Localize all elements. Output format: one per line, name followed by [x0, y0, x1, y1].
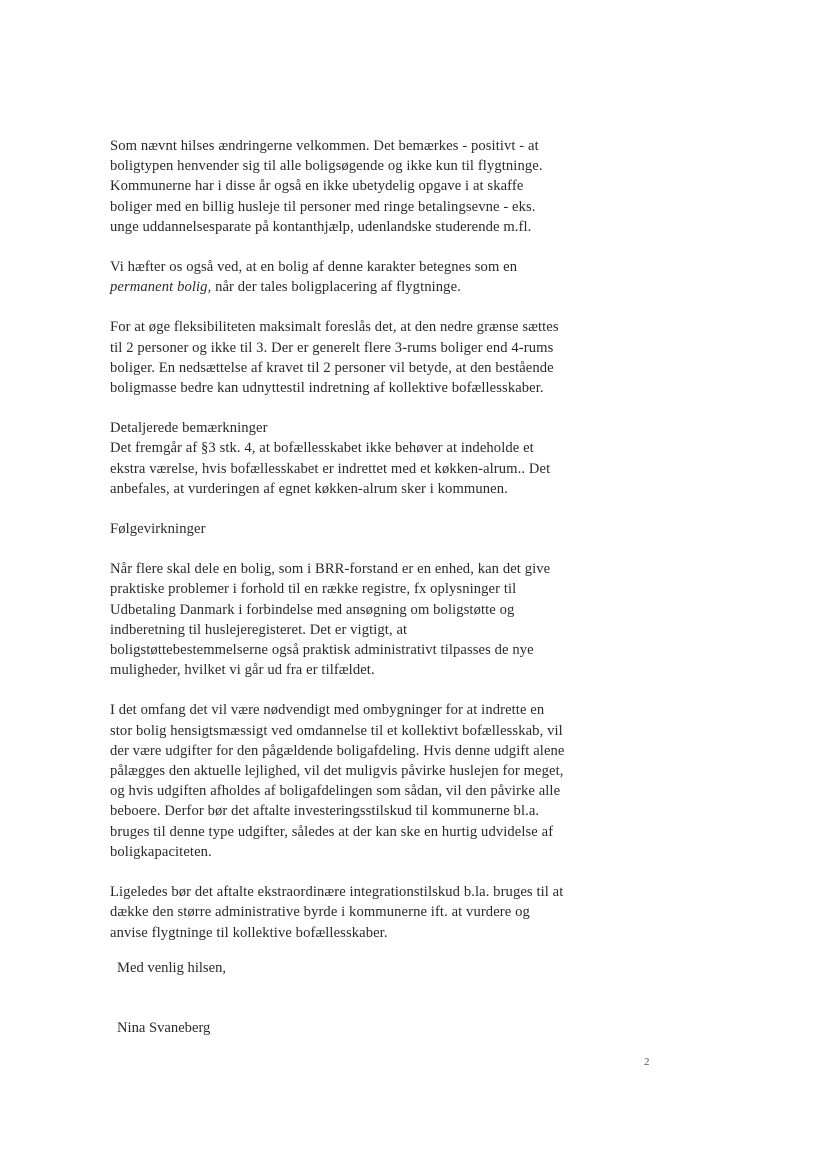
paragraph-rebuilding	[110, 700, 630, 862]
text-line: boliger med en billig husleje til personer med ringe betalingsevne - eks.	[110, 198, 536, 215]
text-line: Det fremgår af §3 stk. 4, at bofællesskabet ikke behøver at indeholde et	[110, 440, 534, 457]
text-line: anvise flygtninge til kollektive bofællesskaber.	[110, 924, 388, 941]
text-line	[110, 277, 630, 297]
text-line: Kommunerne har i disse år også en ikke ubetydelig opgave i at skaffe	[110, 178, 524, 195]
text-line: ekstra værelse, hvis bofællesskabet er indrettet med et køkken-alrum.. Det	[110, 460, 551, 477]
paragraph-detailed-remarks	[110, 418, 630, 499]
text-line: boligstøttebestemmelserne også praktisk administrativt tilpasses de nye	[110, 642, 534, 659]
page-number: 2	[644, 1056, 650, 1068]
text-line: indberetning til huslejeregisteret. Det er vigtigt, at	[110, 621, 408, 638]
text-line: unge uddannelsesparate på kontanthjælp, udenlandske studerende m.fl.	[110, 218, 532, 235]
text-line: I det omfang det vil være nødvendigt med ombygninger for at indrette en	[110, 702, 545, 719]
paragraph-permanent-bolig	[110, 257, 630, 297]
signature-name: Nina Svaneberg	[117, 1020, 211, 1036]
section-heading-detailed-remarks: Detaljerede bemærkninger	[110, 420, 268, 437]
text-line: og hvis udgiften afholdes af boligafdelingen som sådan, vil den påvirke alle	[110, 783, 561, 800]
text-line: beboere. Derfor bør det aftalte investeringsstilskud til kommunerne bl.a.	[110, 803, 540, 820]
text-line: boligmasse bedre kan udnyttestil indretning af kollektive bofællesskaber.	[110, 380, 544, 397]
text-line: boligkapaciteten.	[110, 843, 212, 860]
text-line: Vi hæfter os også ved, at en bolig af denne karakter betegnes som en	[110, 259, 518, 276]
text-line: For at øge fleksibiliteten maksimalt foreslås det, at den nedre grænse sættes	[110, 319, 559, 336]
text-line: boliger. En nedsættelse af kravet til 2 personer vil betyde, at den bestående	[110, 359, 554, 376]
text-line: til 2 personer og ikke til 3. Der er generelt flere 3-rums boliger end 4-rums	[110, 339, 554, 356]
emphasized-term: permanent bolig	[110, 279, 208, 296]
text-line: bruges til denne type udgifter, således at der kan ske en hurtig udvidelse af	[110, 823, 554, 840]
text-line: muligheder, hvilket vi går ud fra er tilfældet.	[110, 662, 375, 679]
section-heading-consequences: Følgevirkninger	[110, 521, 206, 538]
text-line: der være udgifter for den pågældende boligafdeling. Hvis denne udgift alene	[110, 742, 565, 759]
text-line: Når flere skal dele en bolig, som i BRR-forstand er en enhed, kan det give	[110, 561, 551, 578]
closing-greeting: Med venlig hilsen,	[117, 960, 227, 976]
text-line: stor bolig hensigtsmæssigt ved omdannelse til et kollektivt bofællesskab, vil	[110, 722, 563, 739]
text-line: Udbetaling Danmark i forbindelse med ansøgning om boligstøtte og	[110, 601, 515, 618]
paragraph-integration-grant	[110, 882, 630, 943]
text-line: anbefales, at vurderingen af egnet køkken-alrum sker i kommunen.	[110, 480, 508, 497]
text-line: Som nævnt hilses ændringerne velkommen. Det bemærkes - positivt - at	[110, 138, 539, 154]
text-line: pålægges den aktuelle lejlighed, vil det muligvis påvirke huslejen for meget,	[110, 763, 564, 780]
text-line: boligtypen henvender sig til alle boligsøgende og ikke kun til flygtninge.	[110, 158, 543, 175]
text-line: Ligeledes bør det aftalte ekstraordinære integrationstilskud b.la. bruges til at	[110, 884, 564, 901]
text-fragment: , når der tales boligplacering af flygtninge.	[207, 279, 461, 296]
paragraph-intro	[110, 136, 630, 237]
text-line: praktiske problemer i forhold til en række registre, fx oplysninger til	[110, 581, 517, 598]
paragraph-registers	[110, 559, 630, 680]
text-line: dække den større administrative byrde i kommunerne ift. at vurdere og	[110, 904, 530, 921]
letter-body	[110, 136, 630, 963]
section-heading-consequences-wrap	[110, 519, 630, 539]
paragraph-flexibility	[110, 317, 630, 398]
